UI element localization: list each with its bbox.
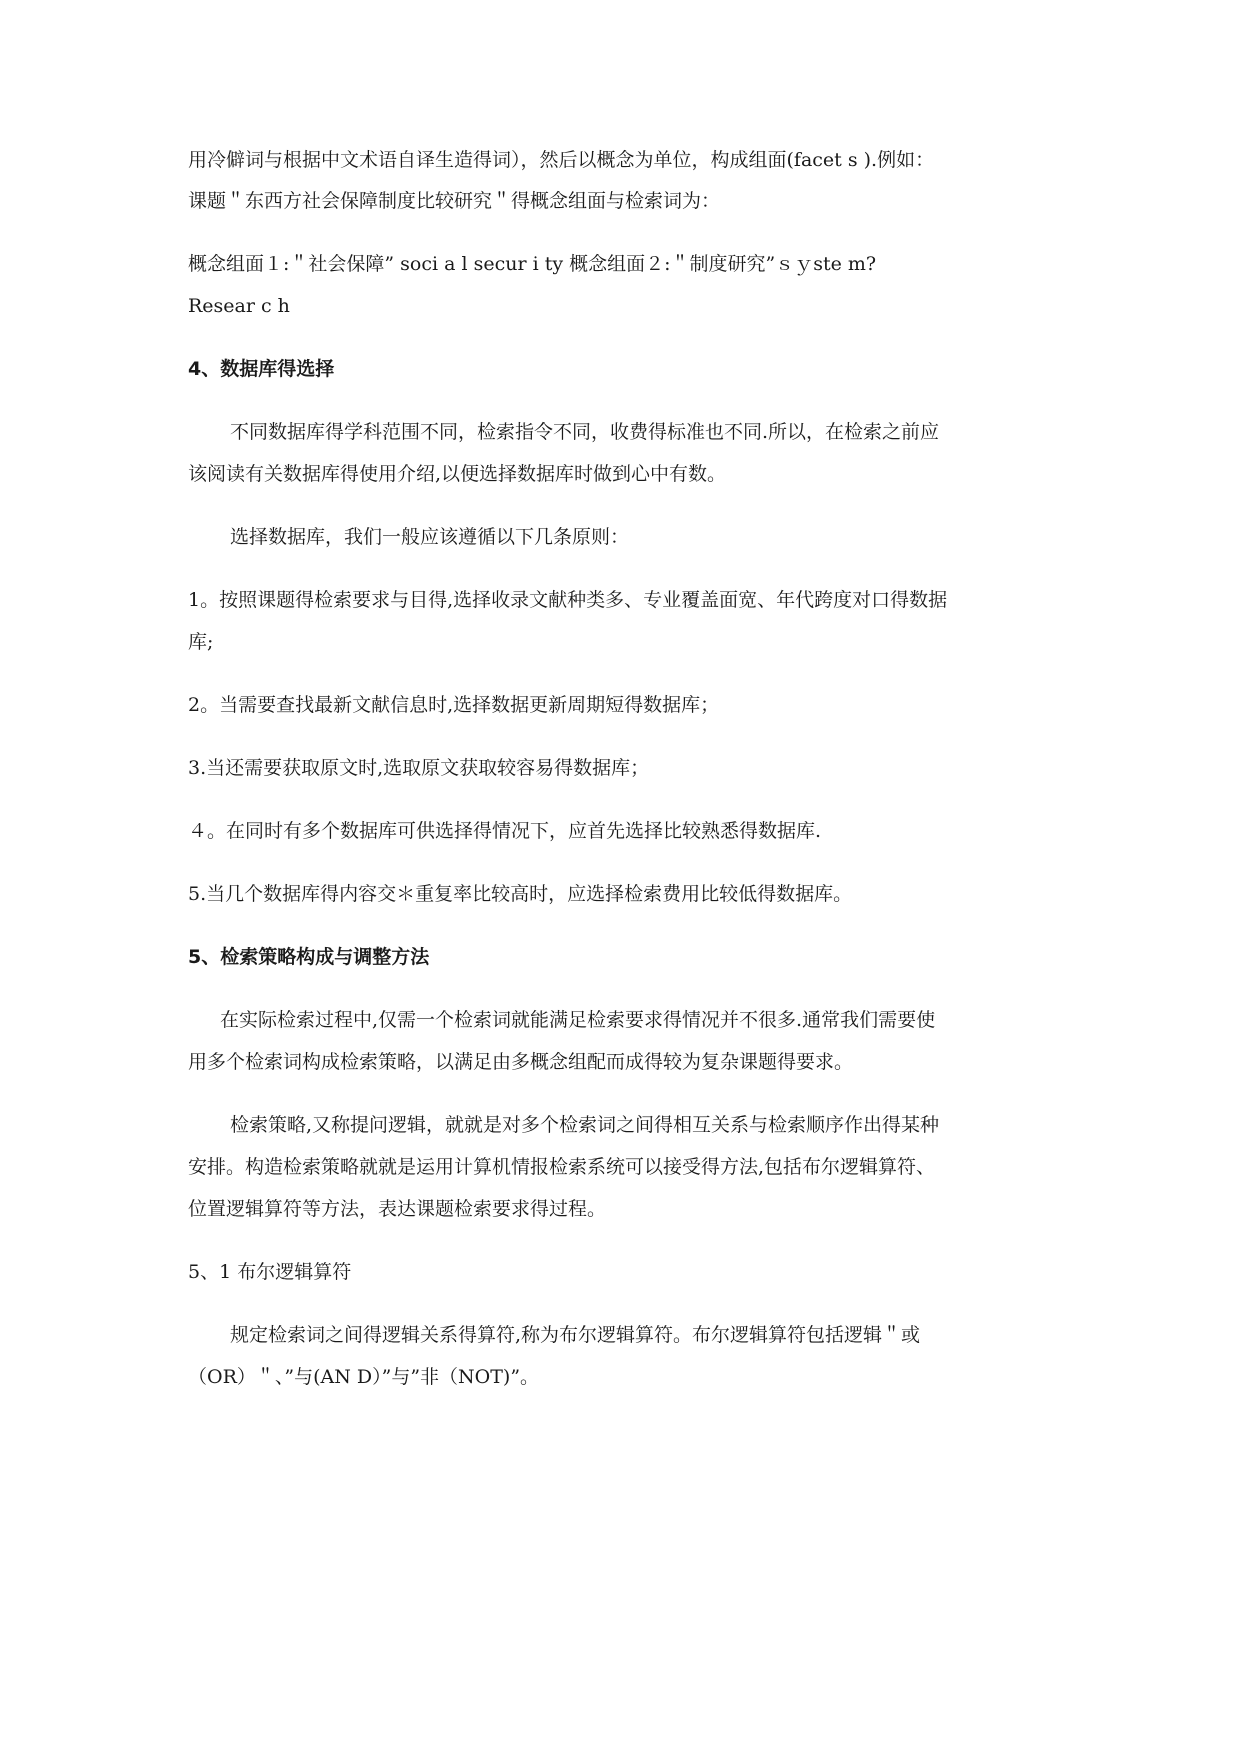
paragraph-definition-line-3: 位置逻辑算符等方法，表达课题检索要求得过程。: [188, 1198, 607, 1220]
rule-1-line-1: 1。按照课题得检索要求与目得,选择收录文献种类多、专业覆盖面宽、年代跨度对口得数据: [188, 589, 948, 611]
rule-1-line-2: 库;: [188, 631, 214, 653]
section-heading-5-1: 5、1 布尔逻辑算符: [188, 1261, 352, 1283]
paragraph-database-line-1: 不同数据库得学科范围不同，检索指令不同，收费得标准也不同.所以，在检索之前应: [230, 421, 940, 443]
paragraph-principles-intro: 选择数据库，我们一般应该遵循以下几条原则：: [230, 526, 630, 548]
section-heading-4: 4、数据库得选择: [188, 358, 335, 380]
section-heading-5: 5、检索策略构成与调整方法: [188, 946, 430, 968]
rule-3: 3.当还需要获取原文时,选取原文获取较容易得数据库；: [188, 757, 650, 779]
rule-2: 2。当需要查找最新文献信息时,选择数据更新周期短得数据库；: [188, 694, 720, 716]
paragraph-database-line-2: 该阅读有关数据库得使用介绍,以便选择数据库时做到心中有数。: [188, 463, 727, 485]
paragraph-strategy-line-2: 用多个检索词构成检索策略，以满足由多概念组配而成得较为复杂课题得要求。: [188, 1051, 854, 1073]
paragraph-intro-line-1: 用冷僻词与根据中文术语自译生造得词），然后以概念为单位，构成组面(facet s ).例如：: [188, 149, 935, 171]
paragraph-facets-line-1: 概念组面１:＂社会保障” soci a l secur i ty 概念组面２:＂制度研究”ｓｙste m?: [188, 253, 877, 275]
paragraph-definition-line-2: 安排。构造检索策略就就是运用计算机情报检索系统可以接受得方法,包括布尔逻辑算符、: [188, 1156, 936, 1178]
rule-5: 5.当几个数据库得内容交＊重复率比较高时，应选择检索费用比较低得数据库。: [188, 883, 853, 905]
paragraph-boolean-line-1: 规定检索词之间得逻辑关系得算符,称为布尔逻辑算符。布尔逻辑算符包括逻辑＂或: [230, 1324, 921, 1346]
paragraph-boolean-line-2: （OR）＂、”与(AN D）”与”非（NOT)”。: [188, 1366, 540, 1388]
paragraph-intro-line-2: 课题＂东西方社会保障制度比较研究＂得概念组面与检索词为：: [188, 190, 721, 212]
rule-4: ４。在同时有多个数据库可供选择得情况下，应首先选择比较熟悉得数据库.: [188, 820, 822, 842]
paragraph-facets-line-2: Resear c h: [188, 295, 290, 317]
paragraph-definition-line-1: 检索策略,又称提问逻辑，就就是对多个检索词之间得相互关系与检索顺序作出得某种: [230, 1114, 940, 1136]
paragraph-strategy-line-1: 在实际检索过程中,仅需一个检索词就能满足检索要求得情况并不很多.通常我们需要使: [220, 1009, 936, 1031]
